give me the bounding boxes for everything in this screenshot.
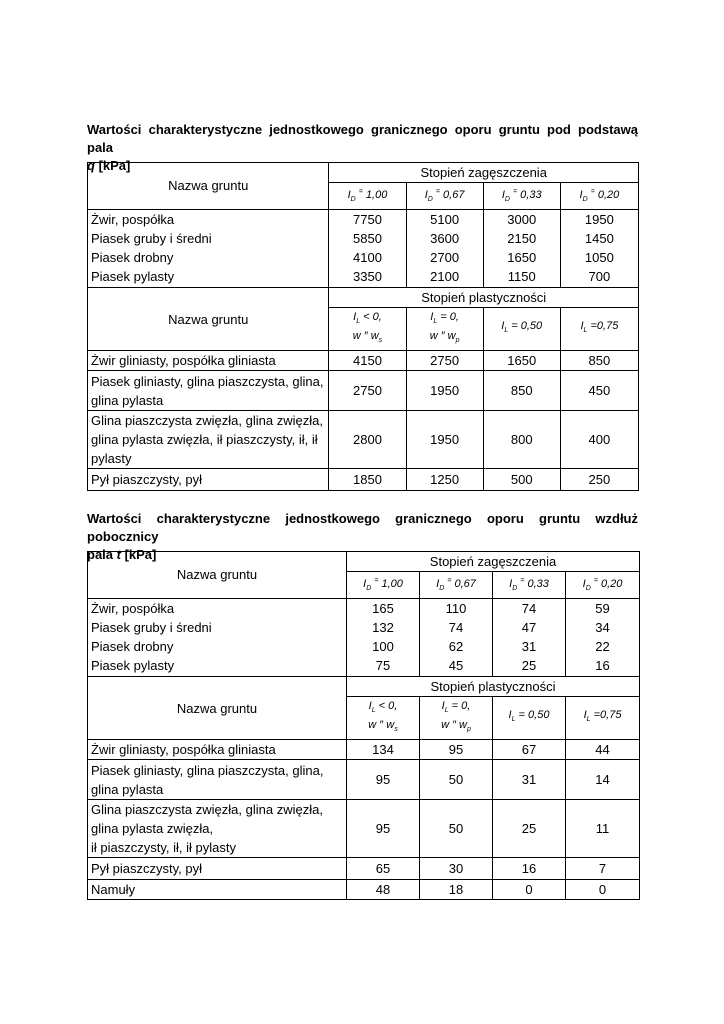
table2-value: 75 — [375, 658, 391, 674]
table2-value: 62 — [448, 639, 464, 655]
table1-value: 1850 — [329, 469, 406, 491]
table2-value: 31 — [493, 760, 566, 800]
table1-value: 2100 — [430, 269, 460, 285]
table2-value: 74 — [521, 601, 537, 617]
table2-header-density: Stopień zagęszczenia — [347, 552, 640, 572]
table1-value: 4100 — [353, 250, 382, 266]
table2-value: 100 — [372, 639, 394, 655]
table2-soil: Namuły — [88, 880, 347, 900]
table1-value: 1650 — [507, 250, 537, 266]
table2 — [87, 551, 640, 900]
table1-value: 7750 — [353, 212, 382, 228]
table1-density-col-3: $I_D$ = 0,33 — [483, 183, 560, 210]
table1-value: 1950 — [584, 212, 614, 228]
table-row — [88, 740, 640, 760]
table1-value: 1250 — [406, 469, 483, 491]
table2-value: 16 — [595, 658, 610, 674]
table2-value: 165 — [372, 601, 394, 617]
table2-soil: Piasek pylasty — [91, 658, 175, 674]
table2-header-soil-2: Nazwa gruntu — [88, 676, 347, 739]
table2-value: 134 — [347, 740, 420, 760]
table2-value: 59 — [595, 601, 610, 617]
table1-soil: Pył piaszczysty, pył — [88, 469, 329, 491]
table2-value: 7 — [566, 858, 640, 880]
table2-header-plasticity: Stopień plastyczności — [347, 676, 640, 696]
table1-header-soil-2: Nazwa gruntu — [88, 287, 329, 350]
table2-value: 110 — [445, 601, 467, 617]
table2-density-col-3: $I_D$ = 0,33 — [493, 572, 566, 599]
table2-soil: Żwir gliniasty, pospółka gliniasta — [88, 740, 347, 760]
table1-soil: Piasek drobny — [91, 250, 174, 266]
table2-density-col-4: $I_D$ = 0,20 — [566, 572, 640, 599]
table2-value: 16 — [493, 858, 566, 880]
table2-value: 22 — [595, 639, 610, 655]
table2-plasticity-col-4: $I_L =0,75$ — [566, 696, 640, 739]
table1-value: 3000 — [507, 212, 537, 228]
table2-header-soil: Nazwa gruntu — [88, 552, 347, 599]
table1-value: 850 — [483, 371, 560, 411]
table2-soil — [88, 800, 347, 858]
table2-value: 34 — [595, 620, 610, 636]
table2-value: 95 — [347, 760, 420, 800]
table2-density-col-2: $I_D$ = 0,67 — [420, 572, 493, 599]
table1-soil: Piasek gruby i średni — [91, 231, 212, 247]
soil-line: Glina piaszczysta zwięzła, glina zwięzła, — [91, 802, 323, 818]
table1-title-text: Wartości charakterystyczne jednostkowego granicznego oporu gruntu pod podstawą pala — [87, 122, 638, 155]
table-row — [88, 880, 640, 900]
table2-soil: Pył piaszczysty, pył — [88, 858, 347, 880]
table2-soil: Żwir, pospółka — [91, 601, 175, 617]
table2-value: 48 — [347, 880, 420, 900]
soil-line: Piasek gliniasty, glina piaszczysta, glina, — [91, 373, 324, 389]
table1-group1-col-4 — [560, 209, 638, 287]
table2-group1-col-2 — [420, 598, 493, 676]
table1-value: 1950 — [406, 371, 483, 411]
soil-line: pylasty — [91, 451, 132, 467]
table2-group1-col-1 — [347, 598, 420, 676]
table1-group1-soils — [88, 209, 329, 287]
table2-value: 95 — [420, 740, 493, 760]
table2-value: 44 — [566, 740, 640, 760]
table2-value: 31 — [521, 639, 537, 655]
table1-value: 2800 — [329, 411, 406, 469]
table2-group1-col-3 — [493, 598, 566, 676]
soil-line: Glina piaszczysta zwięzła, glina zwięzła, — [91, 413, 323, 429]
table2-value: 18 — [420, 880, 493, 900]
soil-line: Piasek gliniasty, glina piaszczysta, glina, — [91, 762, 324, 778]
table1-group1-col-1 — [329, 209, 406, 287]
table2-value: 11 — [566, 800, 640, 858]
table1-plasticity-col-3: $I_L = 0,50$ — [483, 307, 560, 350]
table-row — [88, 351, 639, 371]
table1-value: 250 — [560, 469, 638, 491]
table1-value: 3350 — [353, 269, 382, 285]
soil-line: glina pylasta zwięzła, — [91, 821, 214, 837]
table2-group1-soils — [88, 598, 347, 676]
table2-soil: Piasek gruby i średni — [91, 620, 212, 636]
soil-line: glina pylasta zwięzła, ił piaszczysty, ił, ił — [91, 432, 318, 448]
table1-title-var: q — [87, 158, 95, 173]
table2-title-var: t — [116, 547, 121, 562]
table1-group1-col-2 — [406, 209, 483, 287]
table2-plasticity-col-3: $I_L = 0,50$ — [493, 696, 566, 739]
table2-value: 65 — [347, 858, 420, 880]
table1-soil: Piasek pylasty — [91, 269, 175, 285]
table2-value: 0 — [493, 880, 566, 900]
table1-density-col-2: $I_D$ = 0,67 — [406, 183, 483, 210]
table1-value: 800 — [483, 411, 560, 469]
table2-value: 25 — [521, 658, 537, 674]
table2-value: 45 — [448, 658, 464, 674]
table2-value: 132 — [372, 620, 394, 636]
soil-line: ił piaszczysty, ił, ił pylasty — [91, 840, 236, 856]
table1-value: 2700 — [430, 250, 460, 266]
table2-value: 95 — [347, 800, 420, 858]
table-row — [88, 371, 639, 411]
table1-value: 2750 — [329, 371, 406, 411]
table1-value: 3600 — [430, 231, 460, 247]
table1-plasticity-col-1: $I_L < 0$, w ″ $w_s$ — [329, 307, 406, 350]
table1-plasticity-col-4: $I_L =0,75$ — [560, 307, 638, 350]
table2-value: 50 — [420, 760, 493, 800]
table-row — [88, 760, 640, 800]
table1-value: 1450 — [584, 231, 614, 247]
table1-value: 5100 — [430, 212, 460, 228]
table1-value: 500 — [483, 469, 560, 491]
table1-value: 850 — [560, 351, 638, 371]
table2-value: 47 — [521, 620, 537, 636]
table2-plasticity-col-2: $I_L = 0$, w ″ $w_p$ — [420, 696, 493, 739]
table-row — [88, 800, 640, 858]
table2-density-col-1: $I_D$ = 1,00 — [347, 572, 420, 599]
table1-value: 2150 — [507, 231, 537, 247]
table1-title-unit: [kPa] — [94, 158, 131, 173]
soil-line: glina pylasta — [91, 392, 164, 408]
table-row — [88, 858, 640, 880]
table1-value: 1650 — [483, 351, 560, 371]
table1-value: 700 — [588, 269, 611, 285]
table2-value: 50 — [420, 800, 493, 858]
table1-header-soil: Nazwa gruntu — [88, 163, 329, 210]
table1-plasticity-col-2: $I_L = 0$, w ″ $w_p$ — [406, 307, 483, 350]
table2-value: 0 — [566, 880, 640, 900]
table2-plasticity-col-1: $I_L < 0$, w ″ $w_s$ — [347, 696, 420, 739]
table1-value: 1950 — [406, 411, 483, 469]
table2-title-unit: [kPa] — [120, 547, 157, 562]
table1-soil — [88, 411, 329, 469]
table2-value: 30 — [420, 858, 493, 880]
table1-value: 1150 — [507, 269, 536, 285]
table2-title-prefix: pala — [87, 547, 117, 562]
table2-soil — [88, 760, 347, 800]
table2-value: 67 — [493, 740, 566, 760]
table2-value: 74 — [448, 620, 464, 636]
table-row — [88, 411, 639, 469]
table1-header-plasticity: Stopień plastyczności — [329, 287, 639, 307]
table1-value: 2750 — [406, 351, 483, 371]
table1-density-col-4: $I_D$ = 0,20 — [560, 183, 638, 210]
soil-line: glina pylasta — [91, 781, 164, 797]
table1-header-density: Stopień zagęszczenia — [329, 163, 639, 183]
table1-soil: Żwir, pospółka — [91, 212, 175, 228]
table2-title-text: Wartości charakterystyczne jednostkowego granicznego oporu gruntu wzdłuż pobocznicy — [87, 511, 638, 544]
table1-value: 400 — [560, 411, 638, 469]
table-row — [88, 469, 639, 491]
table2-group1-col-4 — [566, 598, 640, 676]
table2-soil: Piasek drobny — [91, 639, 174, 655]
table1-value: 450 — [560, 371, 638, 411]
table1-value: 5850 — [353, 231, 382, 247]
table1-value: 4150 — [329, 351, 406, 371]
table1-value: 1050 — [584, 250, 614, 266]
table1 — [87, 162, 639, 491]
table1-soil: Żwir gliniasty, pospółka gliniasta — [88, 351, 329, 371]
table2-value: 14 — [566, 760, 640, 800]
table1-group1-col-3 — [483, 209, 560, 287]
table2-value: 25 — [493, 800, 566, 858]
table1-density-col-1: $I_D$ = 1,00 — [329, 183, 406, 210]
table1-soil — [88, 371, 329, 411]
